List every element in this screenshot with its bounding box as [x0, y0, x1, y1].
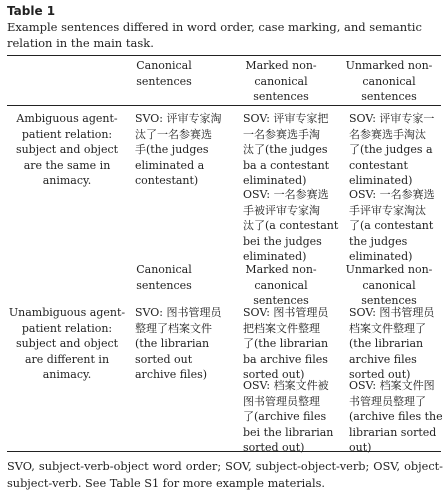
cell-line: sorted out) — [243, 368, 305, 381]
cell-line: are different in — [24, 352, 110, 366]
cell-line: sentences — [361, 294, 417, 307]
cell-ambiguous-marked-osv — [243, 187, 338, 265]
cell-line: patient relation: — [21, 321, 113, 335]
cell-line: eliminated) — [243, 250, 307, 263]
cell-line: sorted out) — [243, 441, 305, 454]
cell-line: animacy. — [42, 174, 92, 187]
cell-line: OSV: 档案文件被 — [243, 379, 329, 392]
cell-unambiguous-canonical — [135, 305, 222, 383]
cell-ambiguous-unmarked-osv — [349, 187, 435, 265]
cell-line: sentences — [136, 74, 192, 88]
cell-line: animacy. — [42, 368, 92, 381]
cell-line: ba archive files — [243, 352, 328, 366]
cell-line: 汰了一名参赛选 — [135, 127, 212, 141]
cell-line: sentences — [253, 90, 309, 103]
header-rule — [7, 105, 441, 106]
cell-line: the judges — [349, 234, 408, 248]
cell-ambiguous-marked-sov — [243, 111, 329, 189]
cell-ambiguous-canonical — [135, 111, 222, 189]
cell-line: OSV: 档案文件图 — [349, 379, 435, 392]
cell-ambiguous-unmarked-sov — [349, 111, 434, 189]
cell-line: sorted out) — [349, 368, 411, 381]
cell-line: patient relation: — [21, 127, 113, 141]
table-caption-block — [7, 3, 441, 51]
cell-line: Unambiguous agent- — [8, 306, 126, 319]
cell-line: SOV: 评审专家一 — [349, 112, 435, 125]
table-label: Table 1 — [7, 4, 56, 18]
cell-line: Canonical — [136, 263, 192, 276]
cell-line: 名参赛选手淘汰 — [349, 127, 426, 141]
cell-line: sentences — [136, 278, 192, 292]
cell-line: OSV: 一名参赛选 — [349, 188, 435, 201]
cell-line: SOV: 图书管理员 — [349, 306, 435, 319]
cell-line: SOV: 图书管理员 — [243, 306, 329, 319]
cell-line: sentences — [361, 90, 417, 103]
cell-line: ba a contestant — [243, 158, 330, 172]
cell-line: SVO: 图书管理员 — [135, 306, 222, 319]
cell-line: Marked non- — [245, 263, 317, 276]
cell-unambiguous-unmarked-sov — [349, 305, 434, 383]
cell-line: 把档案文件整理 — [243, 321, 320, 335]
cell-line: contestant — [349, 158, 408, 172]
table-footnote: SVO, subject-verb-object word order; SOV, subject-object-verb; OSV, object-subject-verb. See Table S1 for more example materials. — [7, 460, 443, 490]
cell-line: subject and object — [15, 337, 119, 350]
cell-line: 了(the judges a — [349, 143, 433, 156]
cell-line: bei the librarian — [243, 425, 334, 439]
cell-line: Ambiguous agent- — [16, 112, 118, 125]
cell-line: Marked non- — [245, 59, 317, 72]
cell-line: 档案文件整理了 — [349, 321, 426, 335]
cell-line: eliminated) — [243, 174, 307, 187]
cell-line: canonical — [362, 278, 416, 292]
cell-line: 手被评审专家淘 — [243, 203, 320, 217]
cell-line: 一名参赛选手淘 — [243, 127, 320, 141]
subheader-unmarked — [343, 262, 435, 309]
cell-line: eliminated) — [349, 250, 413, 263]
col-header-canonical — [124, 58, 204, 89]
cell-line: OSV: 一名参赛选 — [243, 188, 329, 201]
cell-line: (the librarian — [349, 337, 424, 350]
cell-line: archive files) — [135, 368, 208, 381]
col-header-unmarked — [343, 58, 435, 105]
cell-line: canonical — [254, 278, 308, 292]
row-label-ambiguous — [8, 111, 126, 189]
top-rule — [7, 55, 441, 56]
cell-line: subject and object — [15, 143, 119, 156]
row-label-unambiguous — [8, 305, 126, 383]
col-header-marked — [236, 58, 326, 105]
cell-line: (archive files the — [349, 410, 443, 423]
cell-line: canonical — [362, 74, 416, 88]
cell-line: out) — [349, 441, 372, 454]
cell-line: 手评审专家淘汰 — [349, 203, 426, 217]
subheader-marked — [236, 262, 326, 309]
cell-line: 了(the librarian — [243, 337, 329, 350]
cell-line: librarian sorted — [349, 425, 437, 439]
cell-line: 书管理员整理了 — [349, 394, 426, 408]
cell-line: archive files — [349, 352, 417, 366]
cell-line: sorted out — [135, 352, 193, 366]
cell-line: 手(the judges — [135, 143, 209, 156]
cell-line: SOV: 评审专家把 — [243, 112, 329, 125]
cell-line: Unmarked non- — [345, 263, 433, 276]
cell-line: 汰了(a contestant — [243, 219, 339, 232]
cell-line: sentences — [253, 294, 309, 307]
cell-line: bei the judges — [243, 234, 322, 248]
cell-unambiguous-unmarked-osv — [349, 378, 443, 456]
cell-unambiguous-marked-sov — [243, 305, 328, 383]
cell-line: 汰了(the judges — [243, 143, 328, 156]
cell-line: SVO: 评审专家淘 — [135, 112, 222, 125]
cell-line: (the librarian — [135, 337, 210, 350]
cell-line: 整理了档案文件 — [135, 321, 212, 335]
cell-line: 图书管理员整理 — [243, 394, 320, 408]
cell-line: Unmarked non- — [345, 59, 433, 72]
cell-line: Canonical — [136, 59, 192, 72]
subheader-canonical — [124, 262, 204, 293]
cell-line: 了(archive files — [243, 410, 327, 423]
table-caption: Example sentences differed in word order, case marking, and semantic relation in the main task. — [7, 20, 422, 50]
cell-line: contestant) — [135, 174, 199, 187]
cell-line: eliminated) — [349, 174, 413, 187]
cell-line: are the same in — [23, 158, 111, 172]
cell-line: eliminated a — [135, 158, 205, 172]
cell-line: canonical — [254, 74, 308, 88]
cell-unambiguous-marked-osv — [243, 378, 333, 456]
cell-line: 了(a contestant — [349, 219, 434, 232]
